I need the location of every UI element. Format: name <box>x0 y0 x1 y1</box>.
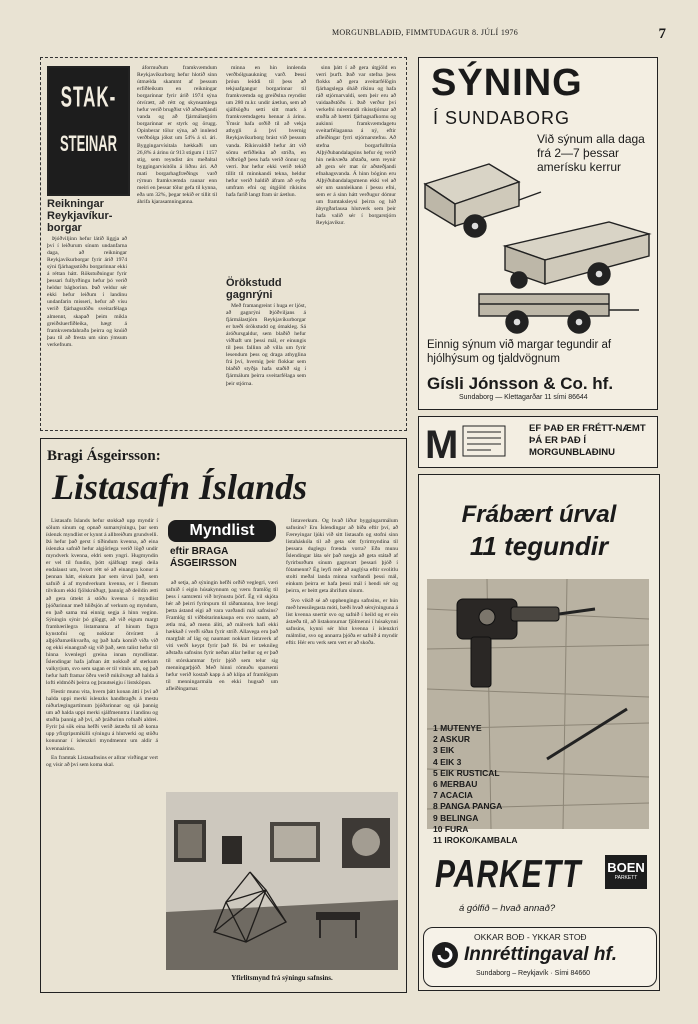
stak-column-2 <box>137 65 217 425</box>
author-line: eftir BRAGA ÁSGEIRSSON <box>170 546 237 569</box>
parkett-footer <box>423 927 657 987</box>
masthead: MORGUNBLAÐIÐ, FIMMTUDAGUR 8. JÚLÍ 1976 <box>331 28 519 37</box>
company-logo-icon <box>430 940 460 970</box>
article-column-3 <box>286 518 398 788</box>
parkett-brand: PARKETT <box>435 853 582 896</box>
article-byline: Bragi Ásgeirsson: <box>47 448 161 464</box>
page-number: 7 <box>658 26 666 42</box>
parkett-tagline: á gólfið – hvað annað? <box>459 903 556 914</box>
svg-text:M: M <box>425 423 459 466</box>
wood-type: 11 IROKO/KAMBALA <box>433 835 518 846</box>
stak-text-3b: Með framangreint í huga er ljóst, að gagnrýni Þjóðviljans á fjármálastjórn Reykjavíkurborgar er bæði órökstudd og ómakleg. Sá áróðursgaldur, sem blaðið hefur viðhaft um þessi mál, er einungis til þess fallinn að villa um fyrir lesendum þess og draga athyglina frá því, hvernig þeir flokkar sem blaðið styðja hafa staðið sig í fjármálum þeirra sveitarfélaga sem þeir stjórna. <box>226 303 306 387</box>
stak-text-2: áformuðum framkvæmdum Reykjavíkurborg hefur hlotið sinn útmælda skammt af þessum erfiðleikum en reikningar borgarinnar fyrir árið 1974 sýna ótvírætt, að rétt og skynsamlega hefur verið brugðist við aðsteðjandi vanda og að fjármálastjórn borgarinnar er styrk og örugg. Opinberar tölur sýna, að innlend verðbólga jókst um 54% á sl. ári. Byggingarvísitala hækkaði um 26,8% á árinu úr 913 stigum í 1157 stig, sem reyndist árs meðaltal byggingarvísitölu á liðnu ári. Að mati borgarhagfræðings varð rýrnun framkvæmda raunar enn meiri en þessar tölur gefa til kynna, eða um 32%, þegar tekið er tillit til áhrifa kjarasamninganna. <box>137 65 217 205</box>
wood-type: 3 EIK <box>433 745 455 756</box>
wood-type: 5 EIK RUSTICAL <box>433 767 500 778</box>
syning-advertisement <box>418 57 658 410</box>
stak-subheading-2: Örökstudd gagnrýni <box>226 277 282 301</box>
wood-types-list <box>433 723 518 846</box>
article-text-1c: En framtak Listasafnsins er allrar virðingar vert og vísir að því sem koma skal. <box>46 754 158 768</box>
parkett-headline-2: 11 tegundir <box>469 531 609 561</box>
wood-type: 4 EIK 3 <box>433 756 462 767</box>
frettnaemt-text: EF ÞAÐ ER FRÉTT-NÆMT ÞÁ ER ÞAÐ Í MORGUNBLAÐINU <box>529 423 646 458</box>
section-tag: Myndlist <box>168 520 276 542</box>
syning-company: Gísli Jónsson & Co. hf. <box>427 374 614 393</box>
wood-type: 9 BELINGA <box>433 812 479 823</box>
painting-2 <box>222 836 242 864</box>
article-title: Listasafn Íslands <box>52 467 308 507</box>
staksteinar-logo-line2: STEINAR <box>59 130 118 157</box>
stak-column-3 <box>226 65 306 425</box>
article-text-2: að setja, að sýningin hefði orðið veglegri, væri safnið í eigin húsakynnum og væru framlög til þess í samræmi við brýnustu þörf. Ég vil skjóta hér að þeirri fyrirspurn til ráðamanna, hve lengi þetta ástand eigi að vara varðandi mál safnsins? Framlög til viðbótarinnkaupa eru svo naum, að ætla má, að menn álíti, að málverk hafi ekki hækkað í verði síðan fyrir stríð. Allavega eru það margfalt af lág og naumast nokkurt listaverk af viti verði keypt fyrir það fé. Þá er tæknileg aðstaða safnsins fyrir neðan allar hellur og er það til stórskammar fyrir þjóð sem telur sig menningarþjóð. Með hinni rómuðu sparsemi hefur verið kostað kapp á að klípa af framlögum til menningarmála en ekki hugsað um afleiðingarnar. <box>166 580 278 692</box>
boen-logo <box>605 855 647 889</box>
wood-type: 2 ASKUR <box>433 734 470 745</box>
article-text-1b: Flestir munu vita, hvern þátt konan átti í því að halda uppi merki íslenzks handbragðs á mestu niðurlægingartímum þjóðarinnar og sjá þannig um að halda uppi merki sjálfmenntra í landinu og stuðla þannig að því, að þráðurinn rofnaði aldrei. Fyrir þá sök eina hefði verið ástæða til að koma upp yfirgripsmikilli sýningu á hlutverki og stöðu konunnar í íslenzkri myndmennt um aldir á kvennaárinu. <box>46 689 158 752</box>
article-column-2 <box>166 580 278 788</box>
parkett-address: Sundaborg – Reykjavík · Sími 84660 <box>476 970 591 977</box>
stak-column-1 <box>47 198 127 426</box>
stak-column-4 <box>316 65 396 425</box>
trailer-1 <box>425 164 541 237</box>
syning-caption: Einnig sýnum við margar tegundir af hjólhýsum og tjaldvögnum <box>427 339 612 365</box>
parkett-company: Innréttingaval hf. <box>464 944 618 965</box>
stak-subheading-1: Reikningar Reykjavíkur-borgar <box>47 198 113 234</box>
photo-caption: Yfirlitsmynd frá sýningu safnsins. <box>231 974 333 982</box>
syning-text: Við sýnum alla daga frá 2—7 þessar amerísku kerrur <box>537 132 645 174</box>
wood-type: 1 MUTENYE <box>433 723 482 733</box>
parkett-advertisement <box>418 474 660 991</box>
article-text-3: listaverkum. Og hvað líður byggingarmálum safnsins? Eru Íslendingar að biða eftir því, að Færeyingar ljúki við sitt listasafn og stofni sinn listaháskóla til að geta sótt fyrirmyndina til þessara duglegu frænda vorra? Eða munu Íslendingar láta sér það nægja að geta státað af fyrirburðum sínum gagnvart þessari þjóð í fótamennt? Ég leyfi mér að auglýsa eftir svolitlu stolti meðal landa minna varðandi þessi mál, einkum þeirra er hafa þessi mál í hendi sér og þeirra, er beitt geta áhrifum sínum. <box>286 518 398 595</box>
parkett-slogan: OKKAR BOÐ - YKKAR STOÐ <box>474 932 587 942</box>
staksteinar-logo <box>47 66 130 196</box>
trailer-illustrations <box>419 134 655 334</box>
frettnaemt-advertisement <box>418 416 658 468</box>
syning-title: SÝNING <box>431 62 583 104</box>
boen-logo-text: BOEN <box>607 860 645 875</box>
stak-text-4: sinn þátt í að gera útgjöld en verri þurft. Það var stefna þess flokks að gera aveitarfélögin fjárhagslega óháð ríkinu og hafa ráð stjórnarvaldi, sem þeir eru að vaidaaðstöðu í. Það verður því verkefni núverandi ríkisstjórnar að stuðla að bættri fjárhagsafkomu og aukinni framkvæmdagetu sveitarfélaganna á ný, eftir afleiðingar fyrri stjórnarstefnu. Að stefna borgarfulltrúa Alþýðubandalagsins hefur ég verið hin neikvæða afstaða, sem reynir að gera sér mat úr aðsteðjandi efnahagsvanda. Á hinn bóginn eru Alþýðubandalagsmenn ekki vel að sér um sannleikann í þessu efni, sem er á sinn hátt verðugur dómur um framtaksleysi þeirra og hið ábyrgðarlausa hlutverk sem þeir hafa valið sér í borgarstjórn Reykjavíkur. <box>316 65 396 227</box>
trailer-2 <box>505 222 649 288</box>
gallery-photo <box>166 792 398 970</box>
wood-type: 7 ACACIA <box>433 790 473 801</box>
boen-logo-sub: PARKETT <box>614 875 638 881</box>
article-text-1: Listasafn Íslands hefur stokkað upp myndir í sölum sínum og opnað sumarsýningu, þar sem íslenzk myndlist er kynnt á allbreiðum grundvelli. Þá hefur það gerst í tíðindum kvenna, að eina íslenzka safnið hefur algjörlega verið lögð undir myndverk kvenna, eldri sem yngri. Hugmyndin er vel til fundin, þótt sjálfsagt megi deila endalaust um, hvort rétt sé að einangra konur á þennan hátt, einkum þar sem úrval það, sem safnið á af myndverkum kvenna, er í flestum tilvikum ekki fjölskrúðugt, þannig að deildin ætti að gera úttekt á stöðu kvenna í myndlist þjóðarinnar með hliðsjón af verkum og myndum, en það sama má einnig segja á hinn veginn. Sýningin sýnir þó glöggt, að við eigum margt frambærilegra listamanna af hinum fagra kynstofni og nokkrar ötvírætt á alþjóðamælikvarða, og það hafa komið víða við og ekki einangrað sig við það, sem talist hefur til hinna kvenlegri greina innan myndlistar. Íslendingar hafa jafnan átt nokkuð af sterkum valkyrjum, svo sem sagan er til vitnis um, og það hefur haft framar öðru verið mikilvægt að halda á lofti eldmóði þeirra og þrautseigju í listsköpun. <box>46 518 158 687</box>
newspaper-logo-icon <box>421 418 511 466</box>
article-text-3b: Svo vikið sé að upphengingu safnsins, er hún með hressilegasta móti, bæði hvað sérsýninguna á list kvenna snertir svo og safnið í heild og er ein ástæða til, að listakonurnar fjölmenni í húsakynni safnsins, kynni sér hlut kvenna í íslenzkri málmlist, svo og annarra þjóða er safnið á myndir eftir. Hér eru verk sem vert er að skoða. <box>286 597 398 646</box>
stak-text-3: minna en hin innlenda verðbólguaukning varð. Þessi þróun leiddi til þess að tekjuafgangur borgarinnar til framkvæmda og greiðslna reyndist um 280 m.kr. undir áætlun, sem að sjálfsögðu setti sitt mark á framkvæmdagetu hennar á árinu. Ýmsir hafa orðið til að vekja athygli á því hvernig Reykjavíkurborg brást við þessum vanda. Ríkisvaldið hefur átt við sömu erfiðleika að stríða, en viðbrögð þess hafa verið önnur og verri. Þar hefur ekki verið tekið tillit til minnkandi tekna, heldur hefur verið haldið áfram að eyða umfram efni og útgjöld ríkisins hafa farið langt fram úr áætlun. <box>226 65 306 198</box>
syning-subtitle: Í SUNDABORG <box>433 108 571 128</box>
wood-type: 10 FURA <box>433 823 469 834</box>
article-column-1 <box>46 518 158 986</box>
bench <box>316 912 360 920</box>
stak-text-1: Þjóðviljinn hefur látið liggja að því í leiðurum sínum undanfarna daga, að reikningar Reykjavíkurborgar fyrir árið 1974 sýni fjárhagsstöðu borgarinnar ekki á réttan hátt. Rökstuðningur fyrir þessari fullyrðingu hefur þó verið heldur bágborinn. Það veldur sér ekki hefur leiðum í landinu undanfarin misseri, hefur að vísu verið fjárhagsstöðu sveitarfélaga almennt, skapað þeim mikla greiðsluerfiðleika, hægt á framkvæmdahraða þeirra og knúið þau til að fresta um sinn ýmsum verkefnum. <box>47 236 127 348</box>
wood-type: 8 PANGA PANGA <box>433 801 503 812</box>
parkett-headline-1: Frábært úrval <box>461 501 617 528</box>
syning-address: Sundaborg — Klettagarðar 11 sími 86644 <box>459 394 588 401</box>
staksteinar-logo-line1: STAK- <box>60 81 117 114</box>
wood-type: 6 MERBAU <box>433 779 478 790</box>
trailer-3 <box>479 294 639 333</box>
